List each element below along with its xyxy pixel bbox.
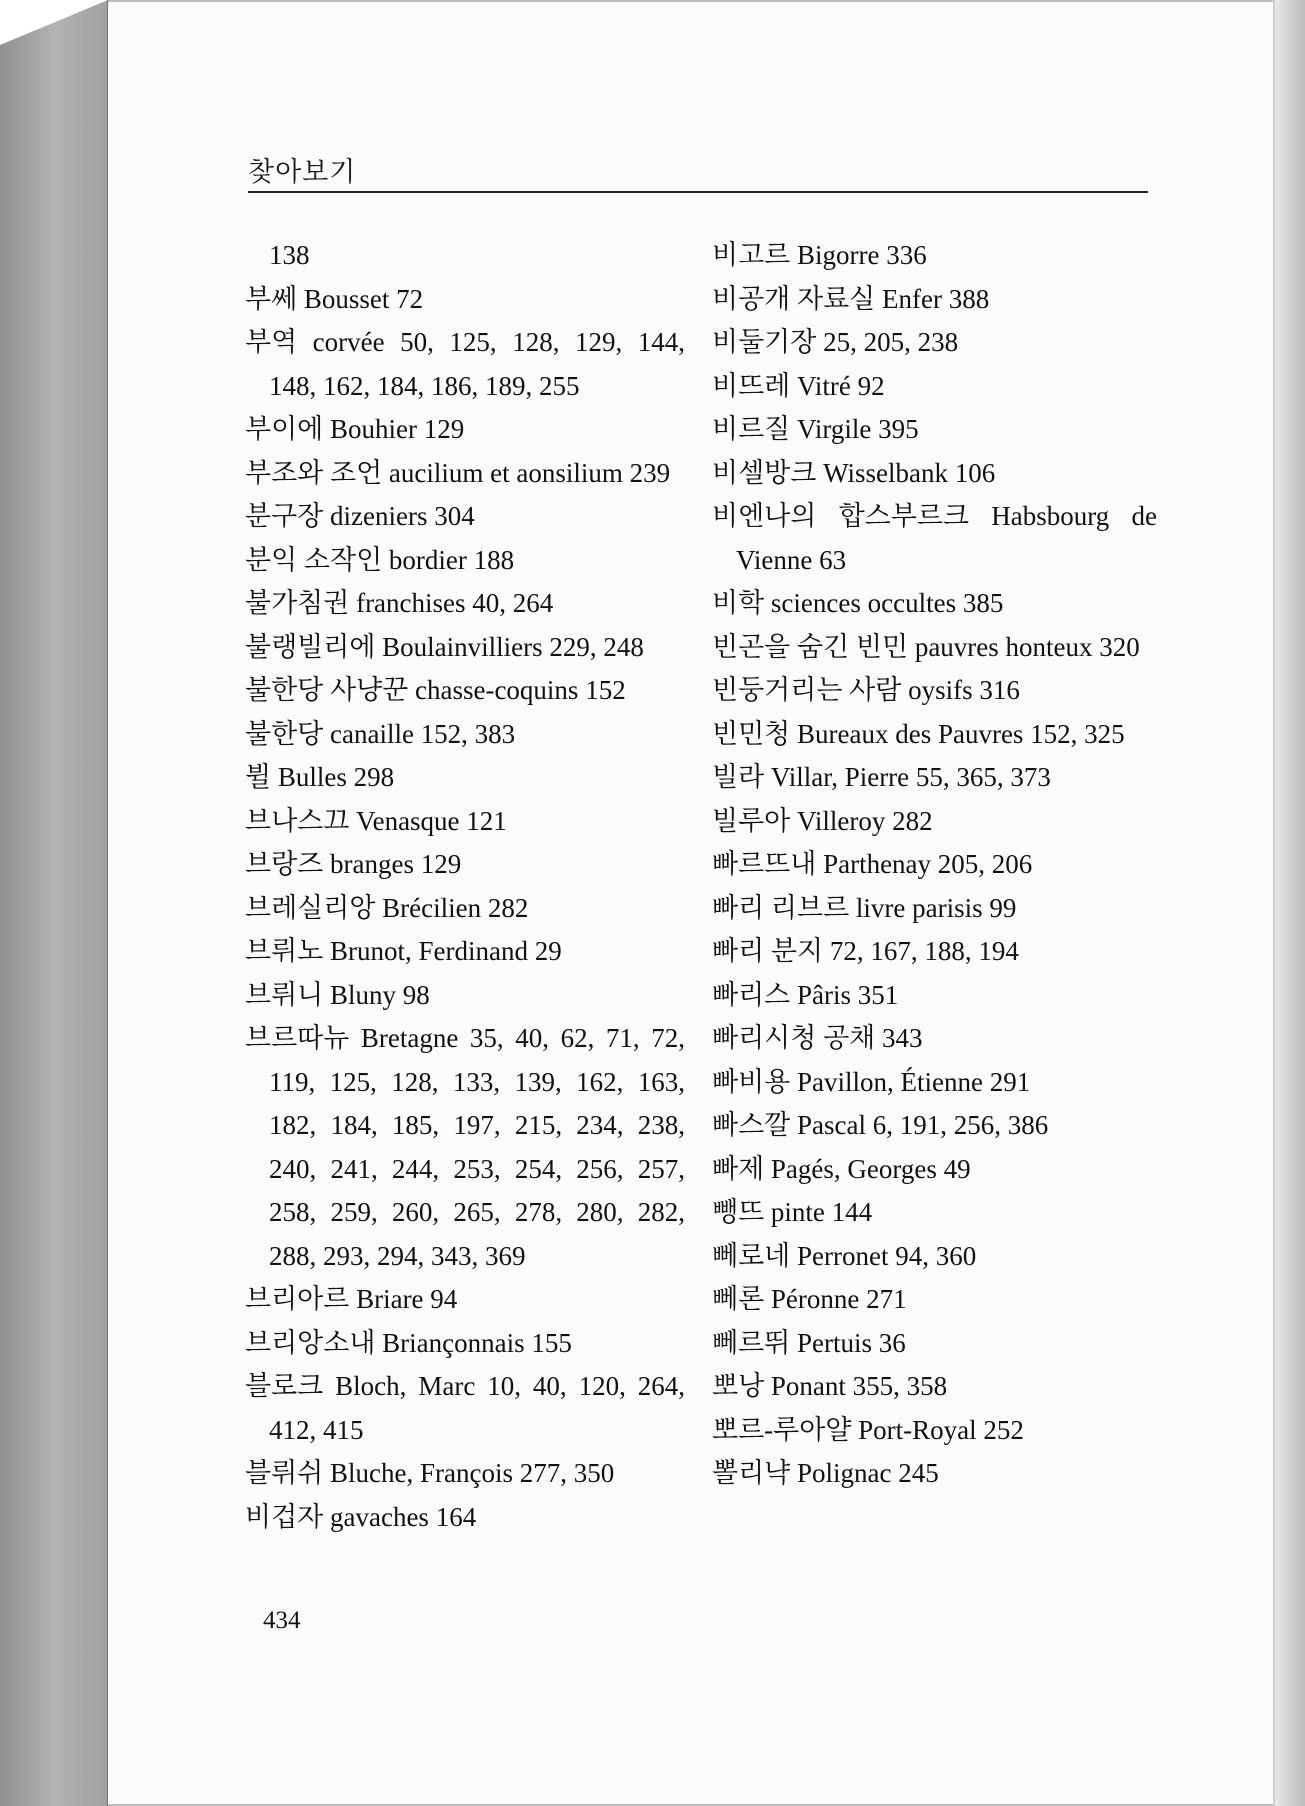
index-entry: 뽈리냑 Polignac 245 (712, 1458, 939, 1488)
index-entry: 빈곤을 숨긴 빈민 pauvres honteux 320 (712, 631, 1140, 662)
index-entry: 부조와 조언 aucilium et aonsilium 239 (245, 457, 671, 488)
index-entry: 빠리 분지 72, 167, 188, 194 (712, 936, 1019, 966)
index-entry: 뺑뜨 pinte 144 (712, 1197, 873, 1227)
index-entry: 빠르뜨내 Parthenay 205, 206 (712, 849, 1033, 879)
index-entry: 부쎄 Bousset 72 (245, 283, 424, 314)
index-entry: 빠비용 Pavillon, Étienne 291 (712, 1066, 1031, 1097)
index-entry: 분익 소작인 bordier 188 (245, 544, 515, 575)
index-entry: 브르따뉴 Bretagne 35, 40, 62, 71, 72, 119, 125, 128, 133, 139, 162, 163, 182, 184, 185, 197, 215, 234, 238, 240, 241, 244, 253, 254, 256, 257, 258, 259, 260, 265, 278, 280, 282, 288, 293, 294, 343, 369 (245, 1023, 685, 1271)
index-entry: 빠제 Pagés, Georges 49 (712, 1153, 971, 1184)
index-entry: 블로크 Bloch, Marc 10, 40, 120, 264, 412, 415 (245, 1371, 685, 1445)
index-entry: 비뜨레 Vitré 92 (712, 370, 885, 401)
index-entry: 빌루아 Villeroy 282 (712, 805, 933, 836)
index-entry: 138 (269, 240, 310, 270)
index-entry: 분구장 dizeniers 304 (245, 501, 475, 531)
index-entry: 뻬로네 Perronet 94, 360 (712, 1240, 977, 1271)
index-entry: 빠리시청 공채 343 (712, 1023, 923, 1053)
index-entry: 뷜 Bulles 298 (245, 762, 395, 792)
index-entry: 브뤼니 Bluny 98 (245, 979, 430, 1010)
index-entry: 뽀낭 Ponant 355, 358 (712, 1371, 948, 1401)
index-entry: 빠리스 Pâris 351 (712, 979, 899, 1010)
book-page (108, 0, 1273, 1806)
index-entry: 비르질 Virgile 395 (712, 414, 919, 444)
index-entry: 브리아르 Briare 94 (245, 1284, 458, 1314)
index-entry: 브리앙소내 Briançonnais 155 (245, 1327, 572, 1358)
index-entry: 비공개 자료실 Enfer 388 (712, 283, 990, 314)
index-entry: 부이에 Bouhier 129 (245, 414, 465, 444)
index-entry: 빈민청 Bureaux des Pauvres 152, 325 (712, 718, 1125, 749)
index-entry: 비셀방크 Wisselbank 106 (712, 457, 996, 488)
page-number: 434 (263, 1607, 301, 1634)
index-entry: 불한당 사냥꾼 chasse-coquins 152 (245, 675, 626, 705)
page-edge-shadow (1275, 0, 1305, 1806)
index-entry: 브레실리앙 Brécilien 282 (245, 892, 529, 923)
index-column-left (245, 234, 685, 1539)
index-entry: 빠스깔 Pascal 6, 191, 256, 386 (712, 1110, 1049, 1140)
index-entry: 비엔나의 합스부르크 Habsbourg de Vienne 63 (712, 501, 1157, 575)
index-entry: 브나스끄 Venasque 121 (245, 805, 507, 836)
index-entry: 비둘기장 25, 205, 238 (712, 327, 959, 357)
index-entry: 불가침권 franchises 40, 264 (245, 588, 554, 618)
index-column-right (712, 234, 1157, 1496)
index-entry: 비고르 Bigorre 336 (712, 240, 927, 270)
page-header-title: 찾아보기 (248, 157, 357, 188)
index-entry: 빈둥거리는 사람 oysifs 316 (712, 675, 1020, 705)
index-entry: 빠리 리브르 livre parisis 99 (712, 892, 1017, 923)
header-rule (248, 191, 1148, 193)
index-entry: 비겁자 gavaches 164 (245, 1501, 477, 1532)
index-entry: 뻬론 Péronne 271 (712, 1284, 907, 1314)
index-entry: 불한당 canaille 152, 383 (245, 718, 516, 749)
index-entry: 블뤼쉬 Bluche, François 277, 350 (245, 1458, 615, 1488)
index-entry: 부역 corvée 50, 125, 128, 129, 144, 148, 162, 184, 186, 189, 255 (245, 327, 685, 401)
index-entry: 뻬르뛰 Pertuis 36 (712, 1327, 906, 1358)
index-entry: 빌라 Villar, Pierre 55, 365, 373 (712, 762, 1051, 792)
index-entry: 뽀르-루아얄 Port-Royal 252 (712, 1414, 1024, 1445)
index-entry: 브뤼노 Brunot, Ferdinand 29 (245, 936, 562, 966)
index-entry: 비학 sciences occultes 385 (712, 588, 1004, 618)
index-entry: 불랭빌리에 Boulainvilliers 229, 248 (245, 631, 644, 662)
book-spine (0, 0, 110, 1806)
index-entry: 브랑즈 branges 129 (245, 849, 462, 879)
